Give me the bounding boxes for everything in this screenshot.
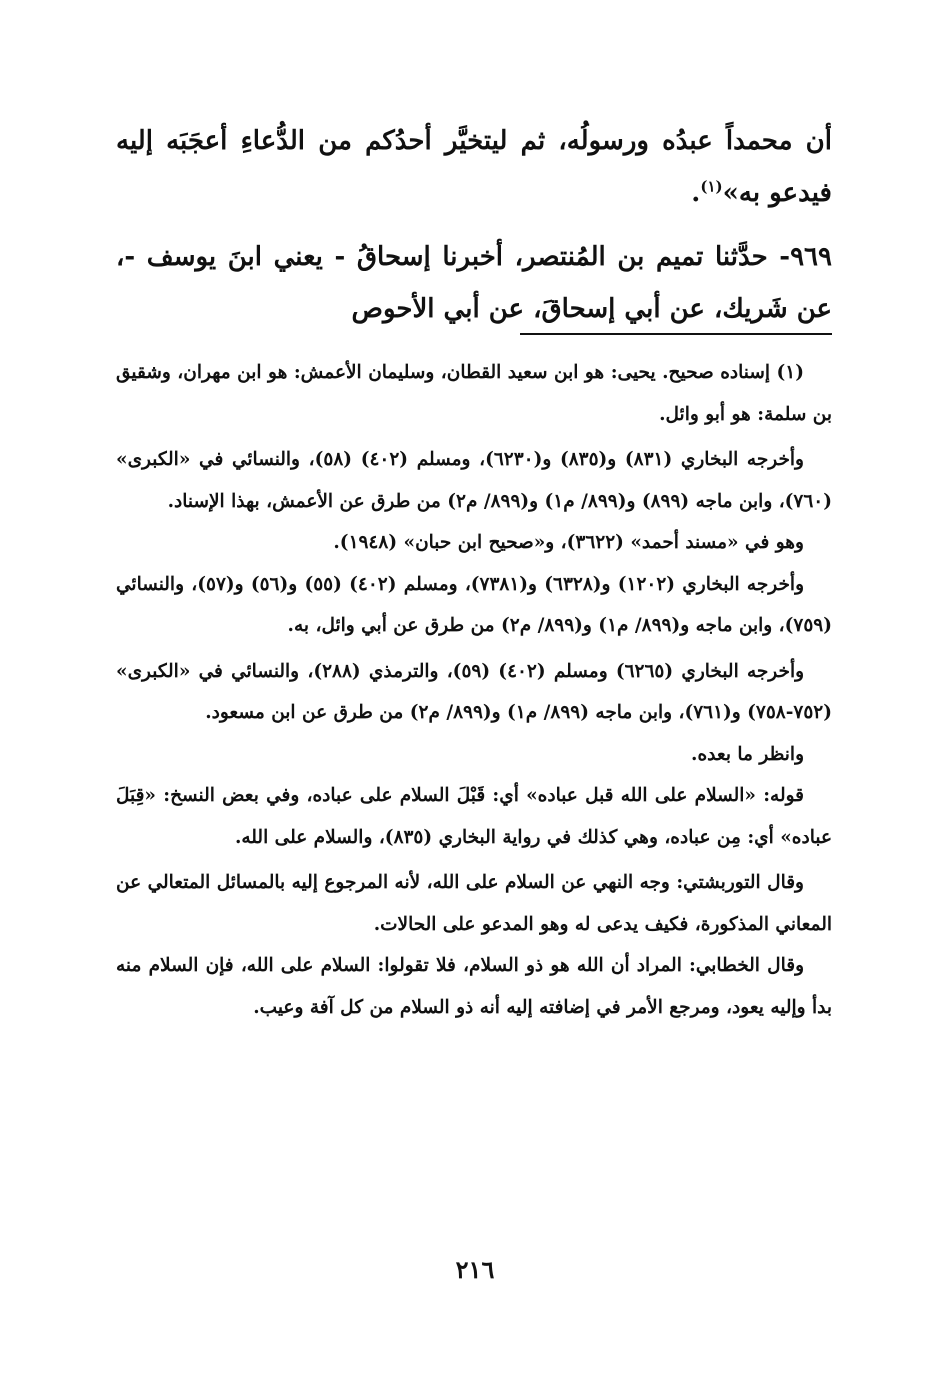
footnote-paragraph: وأخرجه البخاري (٦٢٦٥) ومسلم (٤٠٢) (٥٩)، والترمذي (٢٨٨)، والنسائي في «الكبرى» (٧٥٢-٧٥٨) و(٧٦١)، وابن ماجه (٨٩٩/ م١) و(٨٩٩/ م٢) من طرق عن ابن مسعود.	[116, 660, 832, 723]
hadith-paragraph: ٩٦٩- حدَّثنا تميم بن المُنتصر، أخبرنا إسحاقُ - يعني ابنَ يوسف -، عن شَريك، عن أبي إسحاقَ، عن أبي الأحوص	[116, 242, 832, 324]
footnote-paragraph: (١) إسناده صحيح. يحيى: هو ابن سعيد القطان، وسليمان الأعمش: هو ابن مهران، وشقيق بن سلمة: هو أبو وائل.	[116, 362, 832, 425]
main-paragraph	[116, 115, 832, 219]
main-paragraph-text: أن محمداً عبدُه ورسولُه، ثم ليتخيَّر أحدُكم من الدُّعاءِ أعجَبَه إليه فيدعو به»	[116, 126, 832, 208]
footnote-paragraph: قوله: «السلام على الله قبل عباده» أي: قَبْلَ السلام على عباده، وفي بعض النسخ: «قِبَلَ عباده» أي: مِن عباده، وهي كذلك في رواية البخاري (٨٣٥)، والسلام على الله.	[116, 785, 832, 848]
footnote-divider	[520, 333, 832, 335]
footnote-paragraph: وقال الخطابي: المراد أن الله هو ذو السلام، فلا تقولوا: السلام على الله، فإن السلام منه بدأ وإليه يعود، ومرجع الأمر في إضافته إليه أنه ذو السلام من كل آفة وعيب.	[116, 955, 832, 1018]
footnote-paragraph: وأخرجه البخاري (٨٣١) و(٨٣٥) و(٦٢٣٠)، ومسلم (٤٠٢) (٥٨)، والنسائي في «الكبرى» (٧٦٠)، وابن ماجه (٨٩٩) و(٨٩٩/ م١) و(٨٩٩/ م٢) من طرق عن الأعمش، بهذا الإسناد.	[116, 449, 832, 512]
main-paragraph-end: .	[691, 178, 701, 208]
footnote-paragraph: وأخرجه البخاري (١٢٠٢) و(٦٣٢٨) و(٧٣٨١)، ومسلم (٤٠٢) (٥٥) و(٥٦) و(٥٧)، والنسائي (٧٥٩)، وابن ماجه و(٨٩٩/ م١) و(٨٩٩/ م٢) من طرق عن أبي وائل، به.	[116, 573, 832, 636]
footnote-reference: (١)	[700, 177, 723, 196]
main-text	[116, 115, 832, 335]
footnote-paragraph: وهو في «مسند أحمد» (٣٦٢٢)، و«صحيح ابن حبان» (١٩٤٨).	[333, 532, 804, 553]
page-number: ٢١٦	[455, 1255, 495, 1284]
footnote-paragraph: وانظر ما بعده.	[691, 743, 804, 765]
footnotes	[116, 352, 832, 1028]
footnote-paragraph: وقال التوربشتي: وجه النهي عن السلام على الله، لأنه المرجوع إليه بالمسائل المتعالي عن المعاني المذكورة، فكيف يدعى له وهو المدعو على الحالات.	[116, 872, 832, 935]
